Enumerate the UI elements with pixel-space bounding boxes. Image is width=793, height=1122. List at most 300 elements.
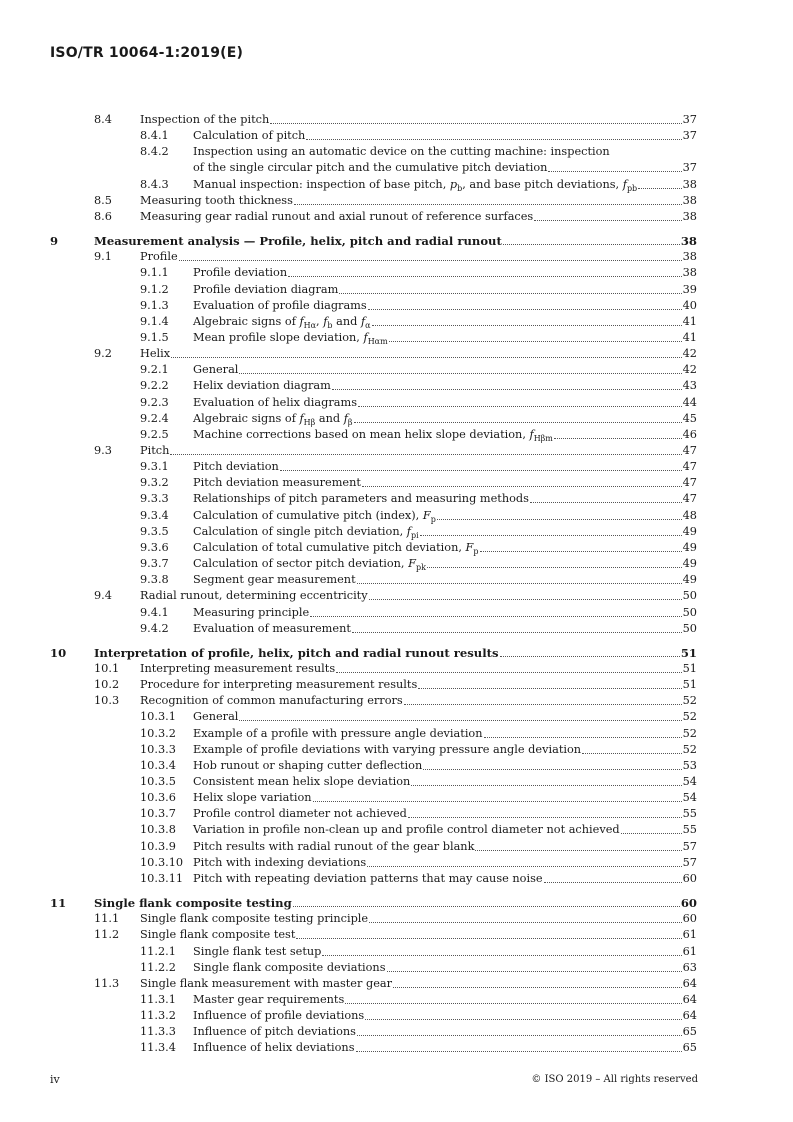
toc-entry-title: Single flank composite deviations (193, 960, 386, 974)
toc-dot-leader (179, 249, 682, 261)
toc-dot-leader (367, 855, 681, 867)
toc-entry-title: Single flank composite test (140, 928, 296, 942)
toc-dot-leader (480, 540, 682, 552)
toc-entry-title: Measuring gear radial runout and axial runout of reference surfaces (140, 209, 534, 223)
toc-dot-leader (332, 378, 682, 390)
toc-entry-title: Evaluation of profile diagrams (193, 298, 367, 312)
toc-entry-number: 9.3.5 (140, 524, 169, 538)
toc-dot-leader (369, 588, 682, 600)
toc-entry[interactable] (0, 839, 793, 855)
toc-dot-leader (358, 395, 682, 407)
toc-entry[interactable] (0, 960, 793, 976)
toc-page-number: 50 (682, 605, 697, 619)
toc-entry-line (193, 556, 697, 572)
toc-entry[interactable] (0, 128, 793, 144)
toc-entry-title: Evaluation of helix diagrams (193, 395, 357, 409)
toc-entry-title: Manual inspection: inspection of base pitch, $p_b$, and base pitch deviations, $f_{pb}$ (193, 177, 638, 193)
toc-entry-title: General (193, 363, 239, 377)
toc-dot-leader (372, 314, 682, 326)
toc-dot-leader (393, 976, 682, 988)
toc-page-number: 50 (682, 589, 697, 603)
toc-page-number: 61 (682, 928, 697, 942)
toc-entry[interactable] (0, 911, 793, 927)
toc-entry[interactable] (0, 395, 793, 411)
toc-entry[interactable] (0, 524, 793, 540)
toc-page-number: 41 (682, 314, 697, 328)
toc-entry-title: Influence of pitch deviations (193, 1025, 356, 1039)
copyright-notice: © ISO 2019 – All rights reserved (531, 1074, 698, 1085)
toc-entry-number: 10.3.2 (140, 726, 176, 740)
toc-entry-title: Evaluation of measurement (193, 621, 351, 635)
toc-entry-number: 10.3.3 (140, 742, 176, 756)
toc-entry-number: 10.3.4 (140, 758, 176, 772)
toc-page-number: 65 (682, 1041, 697, 1055)
toc-entry-line (140, 976, 697, 992)
toc-entry[interactable] (0, 265, 793, 281)
toc-entry-title: Pitch with repeating deviation patterns that may cause noise (193, 871, 543, 885)
toc-entry-number: 8.4.1 (140, 129, 169, 143)
toc-page-number: 37 (682, 113, 697, 126)
toc-entry[interactable] (0, 693, 793, 709)
toc-entry-number: 9.2.2 (140, 379, 169, 393)
toc-page-number: 57 (682, 855, 697, 869)
toc-entry-number: 11.3.2 (140, 1009, 176, 1023)
toc-entry-title: Single flank measurement with master gear (140, 976, 393, 990)
toc-entry-title: Radial runout, determining eccentricity (140, 589, 368, 603)
toc-entry[interactable] (0, 314, 793, 330)
toc-entry-line (193, 491, 697, 507)
toc-entry[interactable] (0, 443, 793, 459)
toc-dot-leader (322, 944, 681, 956)
toc-entry[interactable] (0, 144, 793, 160)
document-header: ISO/TR 10064-1:2019(E) (50, 45, 244, 61)
toc-entry-line (140, 693, 697, 709)
toc-page-number: 64 (682, 1009, 697, 1023)
toc-entry[interactable] (0, 249, 793, 265)
toc-page-number: 51 (680, 645, 697, 660)
toc-entry[interactable] (0, 427, 793, 443)
toc-dot-leader (171, 346, 681, 358)
toc-entry-line (193, 790, 697, 806)
toc-entry-line (193, 508, 697, 524)
toc-entry[interactable] (0, 944, 793, 960)
toc-page-number: 45 (682, 411, 697, 425)
toc-page-number: 42 (682, 347, 697, 361)
toc-dot-leader (423, 758, 681, 770)
toc-entry[interactable] (0, 378, 793, 394)
toc-page-number: 38 (682, 177, 697, 191)
toc-entry-number: 10.3.8 (140, 823, 176, 837)
toc-dot-leader (369, 911, 682, 923)
toc-entry-number: 10.3.6 (140, 791, 176, 805)
toc-entry-title: Algebraic signs of $f_{H\alpha}$, $f_b$ and $f_\alpha$ (193, 314, 371, 330)
toc-page-number: 38 (682, 209, 697, 223)
toc-dot-leader (296, 927, 681, 939)
toc-dot-leader (280, 459, 682, 471)
toc-entry-number: 9.1.4 (140, 314, 169, 328)
toc-dot-leader (500, 645, 680, 657)
toc-entry-number: 9.3.6 (140, 540, 169, 554)
toc-entry[interactable] (0, 661, 793, 677)
toc-entry-number: 10 (50, 645, 67, 660)
toc-entry-number: 9 (50, 234, 59, 249)
toc-entry[interactable] (0, 508, 793, 524)
toc-entry-number: 8.4.2 (140, 145, 169, 159)
toc-page-number: 49 (682, 573, 697, 587)
toc-entry[interactable] (0, 871, 793, 887)
toc-dot-leader (352, 621, 682, 633)
toc-page-number: 55 (682, 823, 697, 837)
toc-entry[interactable] (0, 822, 793, 838)
toc-entry-line (140, 249, 697, 265)
toc-dot-leader (404, 693, 682, 705)
toc-entry-line (193, 298, 697, 314)
toc-entry-line (193, 871, 697, 887)
toc-entry-title: Master gear requirements (193, 992, 345, 1006)
toc-entry-number: 11.3 (94, 976, 120, 990)
toc-dot-leader (310, 605, 681, 617)
toc-entry[interactable] (0, 556, 793, 572)
toc-dot-leader (306, 128, 681, 140)
toc-entry-number: 9.1.2 (140, 282, 169, 296)
toc-entry-line (193, 774, 697, 790)
toc-dot-leader (313, 790, 682, 802)
toc-entry[interactable] (0, 806, 793, 822)
toc-dot-leader (357, 1024, 682, 1036)
toc-entry-number: 11.1 (94, 912, 120, 926)
toc-dot-leader (554, 427, 682, 439)
toc-entry-title: Profile deviation diagram (193, 282, 339, 296)
toc-entry-title: Interpreting measurement results (140, 661, 336, 675)
toc-dot-leader (294, 193, 682, 205)
toc-page-number: 47 (682, 460, 697, 474)
toc-page-number: 46 (682, 427, 697, 441)
toc-chapter-entry[interactable] (0, 895, 793, 911)
toc-page-number: 60 (682, 912, 697, 926)
toc-dot-leader (356, 1040, 682, 1052)
toc-entry-number: 8.6 (94, 209, 112, 223)
toc-entry-title: Single flank composite testing principle (140, 912, 369, 926)
toc-entry[interactable] (0, 855, 793, 871)
toc-entry-title: Calculation of single pitch deviation, $f_{pi}$ (193, 524, 419, 540)
toc-page-number: 63 (682, 960, 697, 974)
toc-entry-number: 8.5 (94, 193, 112, 207)
toc-entry-title: Recognition of common manufacturing errors (140, 694, 403, 708)
toc-entry[interactable] (0, 282, 793, 298)
toc-page-number: 54 (682, 791, 697, 805)
toc-entry[interactable] (0, 709, 793, 725)
toc-entry-title: Algebraic signs of $f_{H\beta}$ and $f_\beta$ (193, 411, 353, 427)
toc-entry[interactable] (0, 976, 793, 992)
toc-entry-number: 11 (50, 896, 67, 910)
toc-entry-title: Variation in profile non-clean up and profile control diameter not achieved (193, 823, 620, 837)
toc-dot-leader (270, 112, 681, 124)
toc-page-number: 52 (682, 742, 697, 756)
toc-entry-line (193, 144, 697, 160)
toc-page-number: 38 (682, 266, 697, 280)
toc-page-number: 52 (682, 726, 697, 740)
toc-entry-line (193, 1040, 697, 1056)
toc-entry-title: Interpretation of profile, helix, pitch and radial runout results (94, 645, 499, 660)
toc-entry[interactable] (0, 177, 793, 193)
toc-page-number: 64 (682, 976, 697, 990)
toc-dot-leader (484, 726, 682, 738)
toc-entry-line (193, 572, 697, 588)
toc-page-number: 52 (682, 694, 697, 708)
toc-dot-leader (336, 661, 681, 673)
toc-entry-title: Segment gear measurement (193, 573, 356, 587)
toc-page-number: 65 (682, 1025, 697, 1039)
toc-page-number: 60 (682, 871, 697, 885)
toc-entry-line (140, 588, 697, 604)
toc-entry-title: Calculation of cumulative pitch (index), $F_p$ (193, 508, 436, 524)
toc-dot-leader (170, 443, 681, 455)
toc-page-number: 49 (682, 557, 697, 570)
toc-dot-leader (339, 282, 681, 294)
toc-entry-number: 11.2 (94, 928, 120, 942)
toc-entry-line (94, 233, 697, 249)
toc-entry[interactable] (0, 927, 793, 943)
toc-page-number: 64 (682, 992, 697, 1006)
toc-page-number: 53 (682, 758, 697, 772)
toc-entry-title: Example of profile deviations with varying pressure angle deviation (193, 742, 582, 756)
toc-dot-leader (534, 209, 681, 221)
toc-entry-title: Machine corrections based on mean helix slope deviation, $f_{H\beta m}$ (193, 427, 553, 443)
toc-entry[interactable] (0, 992, 793, 1008)
toc-entry[interactable] (0, 475, 793, 491)
toc-entry-title: Helix deviation diagram (193, 379, 331, 393)
toc-entry-title: Pitch (140, 444, 170, 457)
toc-page-number: 51 (682, 661, 697, 675)
toc-page-number: 42 (682, 363, 697, 377)
toc-dot-leader (288, 265, 682, 277)
toc-dot-leader (357, 572, 682, 584)
toc-entry-title: Measuring tooth thickness (140, 193, 293, 207)
toc-entry-number: 8.4.3 (140, 177, 169, 191)
toc-dot-leader (345, 992, 681, 1004)
toc-entry[interactable] (0, 605, 793, 621)
toc-page-number: 49 (682, 524, 697, 538)
toc-entry[interactable] (0, 790, 793, 806)
toc-entry-number: 11.2.1 (140, 944, 176, 958)
toc-entry-title: Pitch deviation (193, 460, 279, 474)
toc-entry-number: 10.3.1 (140, 710, 176, 724)
toc-entry-title: Influence of profile deviations (193, 1009, 365, 1023)
toc-entry[interactable] (0, 193, 793, 209)
toc-entry-number: 10.2 (94, 678, 120, 692)
toc-dot-leader (530, 491, 682, 503)
toc-entry-number: 10.3.5 (140, 775, 176, 788)
toc-entry[interactable] (0, 330, 793, 346)
toc-dot-leader (418, 677, 681, 689)
toc-entry[interactable] (0, 774, 793, 790)
toc-page-number: 51 (682, 678, 697, 692)
toc-entry[interactable] (0, 1008, 793, 1024)
toc-entry-number: 8.4 (94, 113, 112, 126)
toc-entry-line (193, 1008, 697, 1024)
toc-entry-title: Pitch results with radial runout of the gear blank (193, 839, 475, 853)
toc-page-number: 37 (682, 161, 697, 175)
toc-entry[interactable] (0, 160, 793, 176)
toc-page-number: 52 (682, 710, 697, 724)
toc-entry-line (140, 346, 697, 362)
toc-entry-line (140, 193, 697, 209)
toc-page-number: 50 (682, 621, 697, 635)
toc-entry-number: 9.2.1 (140, 363, 169, 377)
toc-entry-number: 9.4.1 (140, 605, 169, 619)
toc-entry-title: General (193, 710, 239, 724)
toc-entry-number: 10.3 (94, 694, 120, 708)
toc-entry-title: Helix slope variation (193, 791, 312, 805)
toc-entry-number: 9.3.1 (140, 460, 169, 474)
toc-entry-line (193, 160, 697, 176)
toc-entry-title: Influence of helix deviations (193, 1041, 355, 1055)
toc-entry[interactable] (0, 1040, 793, 1056)
toc-entry[interactable] (0, 621, 793, 637)
toc-entry-line (193, 1024, 697, 1040)
toc-entry-number: 9.3.3 (140, 492, 169, 506)
toc-entry-title: Helix (140, 347, 171, 361)
toc-dot-leader (420, 524, 682, 536)
toc-entry-line (193, 459, 697, 475)
page-number: iv (50, 1073, 60, 1086)
toc-entry-title: Single flank composite testing (94, 896, 292, 910)
toc-entry[interactable] (0, 362, 793, 378)
toc-dot-leader (548, 160, 681, 172)
toc-dot-leader (365, 1008, 681, 1020)
toc-entry-line (193, 540, 697, 556)
toc-entry-title: Mean profile slope deviation, $f_{H\alpha m}$ (193, 331, 388, 346)
toc-entry-number: 11.2.2 (140, 960, 176, 974)
toc-entry[interactable] (0, 572, 793, 588)
toc-entry[interactable] (0, 1024, 793, 1040)
toc-entry[interactable] (0, 112, 793, 128)
toc-entry-line (193, 605, 697, 621)
toc-entry[interactable] (0, 411, 793, 427)
toc-entry-title: Example of a profile with pressure angle deviation (193, 726, 483, 740)
toc-entry[interactable] (0, 209, 793, 225)
toc-entry[interactable] (0, 742, 793, 758)
toc-page-number: 38 (682, 250, 697, 264)
toc-entry-number: 9.3.2 (140, 476, 169, 490)
toc-page-number: 48 (682, 508, 697, 522)
toc-entry[interactable] (0, 491, 793, 507)
toc-entry[interactable] (0, 758, 793, 774)
toc-entry-line (193, 621, 697, 637)
toc-entry-title: Calculation of sector pitch deviation, $F_{pk}$ (193, 557, 426, 572)
toc-entry-line (193, 742, 697, 758)
toc-page-number: 41 (682, 331, 697, 344)
toc-page-number: 55 (682, 807, 697, 821)
toc-entry-number: 9.1 (94, 250, 112, 264)
toc-entry-line (193, 855, 697, 871)
toc-page-number: 47 (682, 444, 697, 457)
toc-entry-number: 10.3.9 (140, 839, 176, 853)
toc-entry-line (193, 839, 697, 855)
toc-dot-leader (362, 475, 682, 487)
toc-entry-line (193, 362, 697, 378)
toc-entry-line (193, 314, 697, 330)
toc-entry-line (193, 944, 697, 960)
toc-dot-leader (408, 806, 682, 818)
toc-entry[interactable] (0, 298, 793, 314)
toc-entry-number: 9.3.7 (140, 557, 169, 570)
toc-entry-title: Measurement analysis — Profile, helix, pitch and radial runout (94, 234, 502, 249)
toc-dot-leader (437, 508, 682, 520)
toc-entry[interactable] (0, 459, 793, 475)
toc-entry-number: 9.3.8 (140, 573, 169, 587)
toc-page-number: 43 (682, 379, 697, 393)
toc-entry-line (193, 822, 697, 838)
toc-entry-line (193, 330, 697, 346)
toc-page-number: 40 (682, 298, 697, 312)
toc-entry-title: Profile deviation (193, 266, 288, 280)
toc-entry-title: Profile control diameter not achieved (193, 807, 407, 821)
toc-entry[interactable] (0, 540, 793, 556)
toc-entry-line (193, 177, 697, 193)
toc-entry-line (193, 378, 697, 394)
toc-dot-leader (411, 774, 681, 786)
toc-entry-line (193, 524, 697, 540)
toc-entry-line (140, 661, 697, 677)
toc-entry[interactable] (0, 588, 793, 604)
toc-entry-line (140, 911, 697, 927)
toc-entry-line (193, 411, 697, 427)
toc-entry-line (193, 758, 697, 774)
toc-page-number: 57 (682, 839, 697, 853)
toc-entry-title: Hob runout or shaping cutter deflection (193, 758, 423, 772)
toc-entry-number: 11.3.3 (140, 1025, 176, 1039)
toc-entry-title: Consistent mean helix slope deviation (193, 775, 411, 788)
toc-page-number: 49 (682, 540, 697, 554)
toc-entry-line (193, 726, 697, 742)
toc-page-number: 54 (682, 775, 697, 788)
toc-page-number: 39 (682, 282, 697, 296)
toc-entry-title: Calculation of total cumulative pitch deviation, $F_p$ (193, 540, 479, 556)
toc-dot-leader (354, 411, 682, 423)
toc-entry-number: 9.2.5 (140, 427, 169, 441)
toc-entry-line (193, 282, 697, 298)
toc-page-number: 47 (682, 476, 697, 490)
toc-entry-line (193, 992, 697, 1008)
toc-entry-number: 9.1.5 (140, 331, 169, 344)
toc-entry-number: 9.3 (94, 444, 112, 457)
toc-dot-leader (387, 960, 682, 972)
toc-entry-title: Relationships of pitch parameters and measuring methods (193, 492, 529, 506)
toc-dot-leader (427, 556, 682, 568)
toc-entry-line (193, 265, 697, 281)
toc-entry[interactable] (0, 677, 793, 693)
toc-entry-line (193, 427, 697, 443)
toc-entry-line (193, 395, 697, 411)
toc-page-number: 38 (680, 234, 697, 249)
toc-entry[interactable] (0, 726, 793, 742)
toc-entry-number: 10.3.11 (140, 871, 184, 885)
toc-page-number: 37 (682, 129, 697, 143)
toc-entry-number: 9.4 (94, 589, 112, 603)
toc-page-number: 44 (682, 395, 697, 409)
toc-entry-title: Inspection using an automatic device on the cutting machine: inspection (193, 145, 610, 159)
toc-page-number: 61 (682, 944, 697, 958)
toc-entry[interactable] (0, 346, 793, 362)
toc-entry-title: Pitch deviation measurement (193, 476, 361, 490)
toc-entry-line (94, 645, 697, 661)
toc-entry-number: 9.2.3 (140, 395, 169, 409)
toc-chapter-entry[interactable] (0, 645, 793, 661)
toc-chapter-entry[interactable] (0, 233, 793, 249)
toc-entry-line (193, 128, 697, 144)
toc-entry-title: of the single circular pitch and the cumulative pitch deviation (193, 161, 548, 175)
